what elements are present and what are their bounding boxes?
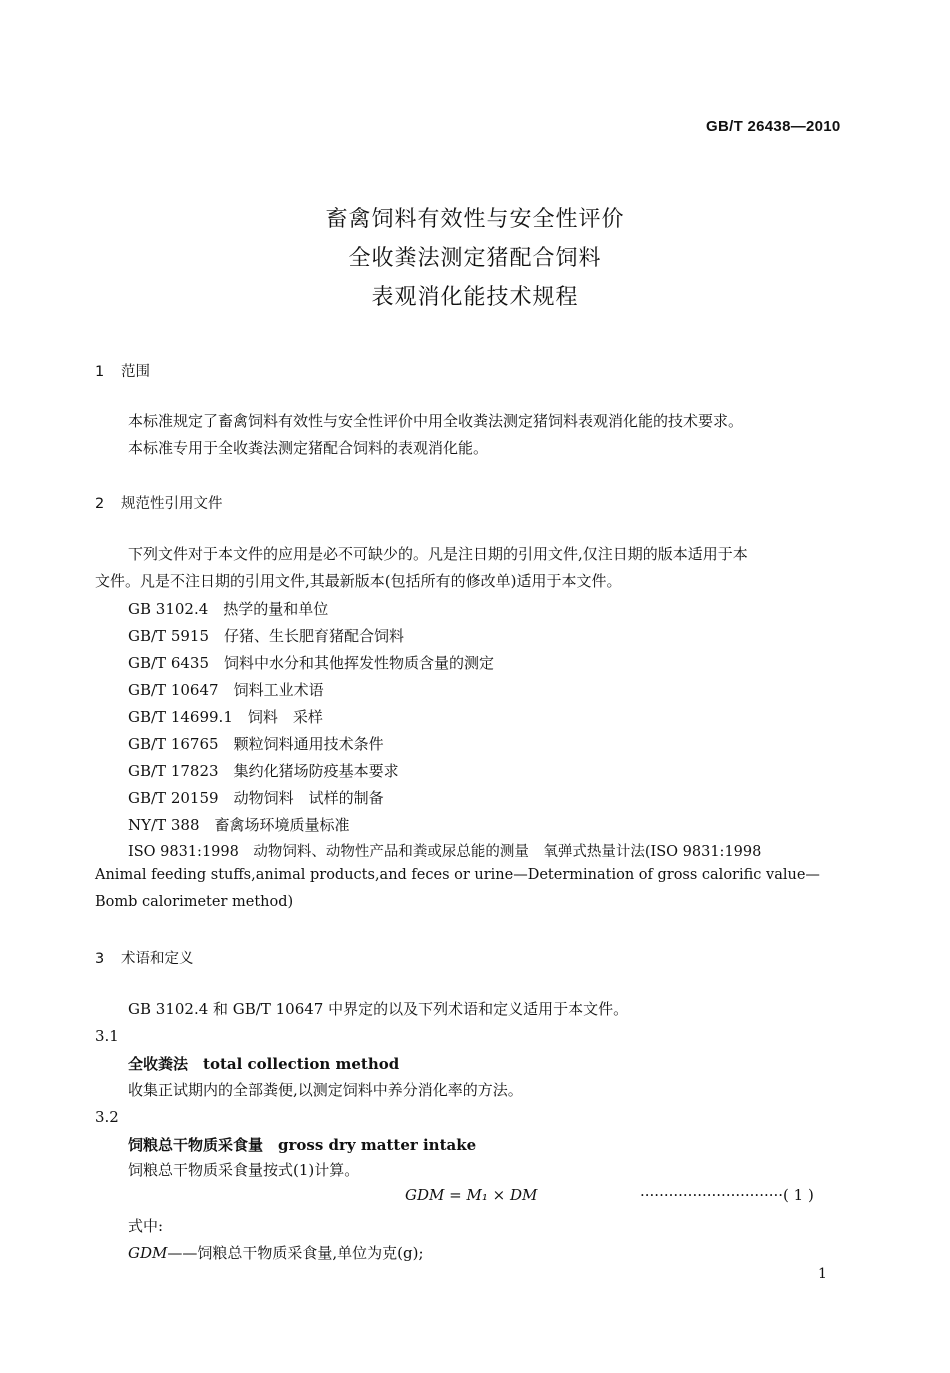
reference-item	[128, 787, 384, 808]
reference-title: 仔猪、生长肥育猪配合饲料	[224, 627, 405, 645]
section-title: 术语和定义	[121, 951, 194, 967]
reference-title: 热学的量和单位	[223, 600, 329, 618]
title-line-3: 表观消化能技术规程	[371, 285, 579, 310]
term-heading	[128, 1134, 476, 1155]
title-line-1: 畜禽饲料有效性与安全性评价	[325, 207, 625, 232]
reference-code: GB/T 6435	[128, 654, 210, 672]
section-title: 规范性引用文件	[121, 496, 223, 512]
paragraph: GB 3102.4 和 GB/T 10647 中界定的以及下列术语和定义适用于本文件。	[128, 1000, 629, 1018]
reference-item	[128, 652, 494, 673]
section-3-heading	[95, 947, 194, 968]
section-title: 范围	[121, 364, 150, 380]
variable-definition	[128, 1242, 424, 1263]
standard-code: GB/T 26438—2010	[706, 118, 841, 135]
paragraph: 文件。凡是不注日期的引用文件,其最新版本(包括所有的修改单)适用于本文件。	[95, 572, 622, 590]
term-number: 3.2	[95, 1108, 119, 1126]
paragraph: 本标准专用于全收粪法测定猪配合饲料的表观消化能。	[128, 439, 489, 457]
term-chinese: 全收粪法	[128, 1055, 189, 1073]
reference-title: 集约化猪场防疫基本要求	[233, 762, 399, 780]
term-heading	[128, 1053, 399, 1074]
term-english: total collection method	[203, 1055, 400, 1073]
reference-code: NY/T 388	[128, 816, 200, 834]
reference-title: 饲料 采样	[247, 708, 323, 726]
term-number: 3.1	[95, 1027, 119, 1045]
reference-title: 饲料中水分和其他挥发性物质含量的测定	[224, 654, 495, 672]
section-1-heading	[95, 360, 150, 381]
term-chinese: 饲粮总干物质采食量	[128, 1136, 264, 1154]
reference-item	[128, 760, 399, 781]
term-definition: 饲粮总干物质采食量按式(1)计算。	[128, 1161, 360, 1179]
formula: GDM = M₁ × DM	[405, 1186, 538, 1204]
paragraph: 本标准规定了畜禽饲料有效性与安全性评价中用全收粪法测定猪饲料表观消化能的技术要求。	[128, 412, 744, 430]
reference-item	[128, 733, 384, 754]
reference-code: GB/T 17823	[128, 762, 219, 780]
formula-number: ······························( 1 )	[640, 1186, 814, 1204]
reference-item	[128, 814, 350, 835]
reference-title: 动物饲料 试样的制备	[233, 789, 384, 807]
reference-item	[128, 625, 404, 646]
reference-item	[128, 679, 324, 700]
section-number: 3	[95, 951, 105, 967]
reference-code: GB 3102.4	[128, 600, 209, 618]
variable-description: ——饲粮总干物质采食量,单位为克(g);	[167, 1244, 424, 1262]
reference-code: GB/T 20159	[128, 789, 219, 807]
reference-title: 饲料工业术语	[233, 681, 324, 699]
reference-title: 畜禽场环境质量标准	[214, 816, 350, 834]
term-english: gross dry matter intake	[278, 1136, 477, 1154]
reference-code: GB/T 14699.1	[128, 708, 233, 726]
reference-item-iso-cont: Animal feeding stuffs,animal products,and feces or urine—Determination of gross calorific value—	[95, 867, 820, 883]
reference-item-iso-cont: Bomb calorimeter method)	[95, 894, 294, 910]
reference-item-iso: ISO 9831:1998 动物饲料、动物性产品和粪或尿总能的测量 氧弹式热量计法(ISO 9831:1998	[128, 844, 762, 860]
reference-code: GB/T 10647	[128, 681, 219, 699]
reference-title: 颗粒饲料通用技术条件	[233, 735, 384, 753]
variable-symbol: GDM	[128, 1244, 168, 1262]
paragraph: 下列文件对于本文件的应用是必不可缺少的。凡是注日期的引用文件,仅注日期的版本适用于本	[128, 545, 748, 563]
reference-code: GB/T 16765	[128, 735, 219, 753]
where-label: 式中:	[128, 1217, 164, 1235]
page-number: 1	[818, 1266, 827, 1282]
reference-item	[128, 706, 323, 727]
section-2-heading	[95, 492, 223, 513]
term-definition: 收集正试期内的全部粪便,以测定饲料中养分消化率的方法。	[128, 1081, 523, 1099]
section-number: 1	[95, 364, 105, 380]
reference-code: GB/T 5915	[128, 627, 210, 645]
reference-item	[128, 598, 328, 619]
title-line-2: 全收粪法测定猪配合饲料	[348, 246, 602, 271]
section-number: 2	[95, 496, 105, 512]
